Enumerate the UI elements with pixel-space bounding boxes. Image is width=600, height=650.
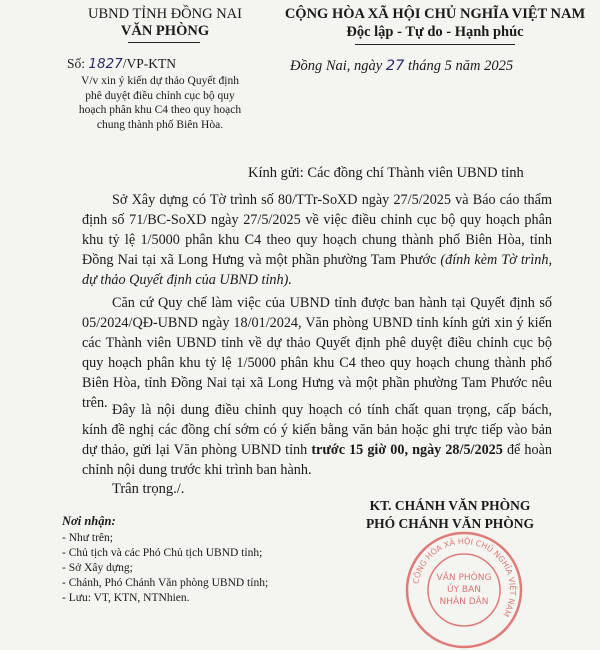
document-number <box>67 56 176 72</box>
subject-line: chung thành phố Biên Hòa. <box>96 118 224 131</box>
body-paragraph-2: Căn cứ Quy chế làm việc của UBND tỉnh được ban hành tại Quyết định số 05/2024/QĐ-UBND ngày 18/01/2024, Văn phòng UBND tỉnh kính gửi xin ý kiến các Thành viên UBND tỉnh về dự thảo Quyết định phê duyệt điều chỉnh cục bộ quy hoạch phân khu tỷ lệ 1/5000 phân khu C4 theo quy hoạch chung thành phố Biên Hòa, tỉnh Đồng Nai tại xã Long Hưng và một phần phường Tam Phước nêu trên. <box>82 295 552 411</box>
body-paragraph-3 <box>82 400 552 480</box>
paragraph-text: để hoàn chỉnh nội dung trước khi trình ban hành. <box>82 442 552 478</box>
national-motto: Độc lập - Tự do - Hạnh phúc <box>346 24 524 40</box>
date-prefix: Đồng Nai, ngày <box>290 58 383 74</box>
recipient-item: - Sở Xây dựng; <box>62 562 133 574</box>
date-suffix: tháng 5 năm 2025 <box>407 58 514 74</box>
recipient-item: - Lưu: VT, KTN, NTNhien. <box>62 592 190 604</box>
national-title: CỘNG HÒA XÃ HỘI CHỦ NGHĨA VIỆT NAM <box>284 6 586 22</box>
document-number-label: Số: <box>67 56 86 71</box>
motto-underline <box>355 44 515 45</box>
issuing-authority: UBND TỈNH ĐỒNG NAI <box>88 6 242 22</box>
svg-text:VĂN PHÒNG: VĂN PHÒNG <box>436 573 492 583</box>
svg-text:CỘNG HÒA XÃ HỘI CHỦ NGHĨA VIỆT: CỘNG HÒA XÃ HỘI CHỦ NGHĨA VIỆT NAM <box>411 536 518 619</box>
signature-title-1: KT. CHÁNH VĂN PHÒNG <box>369 498 531 513</box>
paragraph-attachment-note: (đính kèm Tờ trình, dự thảo Quyết định của UBND tỉnh). <box>82 252 552 288</box>
document-subject <box>70 74 250 132</box>
deadline-text: trước 15 giờ 00, ngày 28/5/2025 <box>311 442 503 458</box>
body-paragraph-1 <box>82 190 552 290</box>
closing-phrase: Trân trọng./. <box>112 481 185 497</box>
official-seal <box>404 530 524 650</box>
recipient-item: - Chủ tịch và các Phó Chủ tịch UBND tỉnh; <box>62 547 263 559</box>
subject-line: hoạch phân khu C4 theo quy hoạch <box>78 104 242 116</box>
date-day-handwritten: 27 <box>385 58 405 74</box>
document-number-suffix: /VP-KTN <box>122 56 176 71</box>
paragraph-text: Đây là nội dung điều chỉnh quy hoạch có tính chất quan trọng, cấp bách, kính đề nghị các đồng chí sớm có ý kiến bằng văn bản hoặc ghi trực tiếp vào bản dự thảo, gửi lại Văn phòng UBND tỉnh <box>82 402 552 458</box>
paragraph-text: Sở Xây dựng có Tờ trình số 80/TTr-SoXD ngày 27/5/2025 và Báo cáo thẩm định số 71/BC-SoXD ngày 27/5/2025 về việc điều chỉnh cục bộ quy hoạch phân khu tỷ lệ 1/5000 phân khu C4 theo quy hoạch chung thành phố Biên Hòa, tỉnh Đồng Nai tại xã Long Hưng và một phần phường Tam Phước <box>82 192 552 268</box>
signature-title-2: PHÓ CHÁNH VĂN PHÒNG <box>365 516 535 531</box>
issuing-office: VĂN PHÒNG <box>120 23 210 39</box>
recipient-item: - Chánh, Phó Chánh Văn phòng UBND tỉnh; <box>62 577 269 589</box>
subject-line: phê duyệt điều chỉnh cục bộ quy <box>85 89 235 102</box>
document-date <box>290 58 513 75</box>
recipient-item: - Như trên; <box>62 532 113 544</box>
svg-text:ỦY BAN: ỦY BAN <box>446 585 482 595</box>
subject-line: V/v xin ý kiến dự thảo Quyết định <box>81 75 239 87</box>
document-number-handwritten: 1827 <box>88 56 123 72</box>
recipients-title: Nơi nhận: <box>62 514 116 528</box>
svg-text:NHÂN DÂN: NHÂN DÂN <box>439 597 489 607</box>
office-underline <box>128 42 200 43</box>
salutation: Kính gửi: Các đồng chí Thành viên UBND tỉnh <box>248 165 524 181</box>
